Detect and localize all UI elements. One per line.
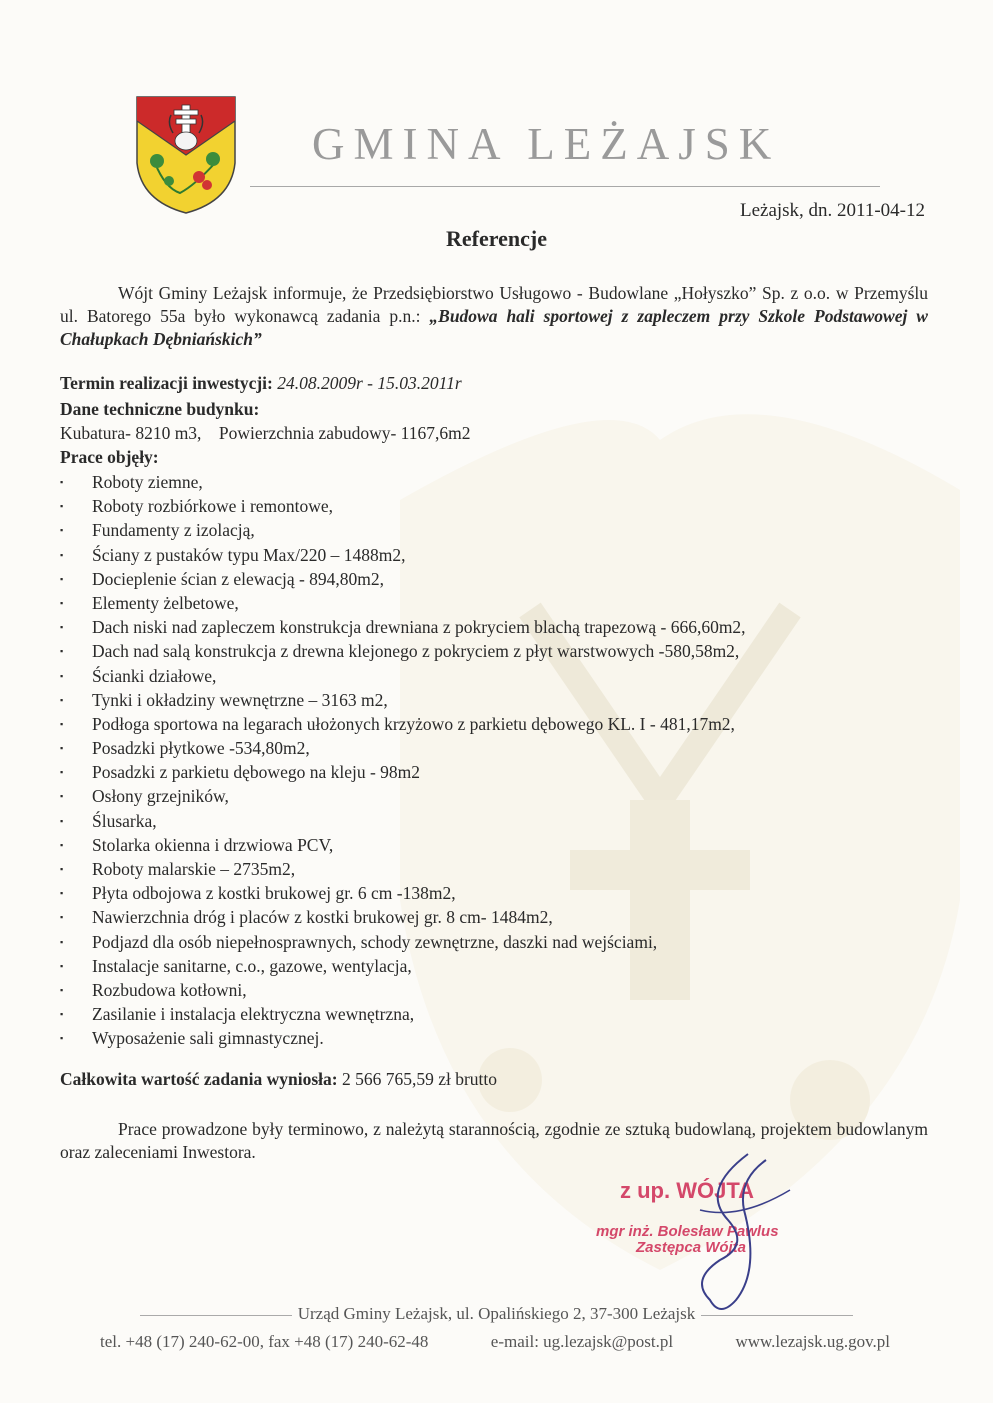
list-item: ▪ Rozbudowa kotłowni,	[60, 978, 930, 1002]
footer-address-line	[0, 1304, 993, 1324]
tech-label: Dane techniczne budynku:	[60, 399, 260, 419]
gmina-crest-icon	[135, 93, 237, 215]
stamp-title: z up. WÓJTA	[620, 1178, 755, 1203]
list-item: ▪ Fundamenty z izolacją,	[60, 518, 930, 542]
list-item: ▪ Nawierzchnia dróg i placów z kostki brukowej gr. 8 cm- 1484m2,	[60, 905, 930, 929]
list-item: ▪ Docieplenie ścian z elewacją - 894,80m2,	[60, 567, 930, 591]
intro-text: Wójt Gminy Leżajsk informuje, że Przedsiębiorstwo Usługowo - Budowlane „Hołyszko” Sp. z o.o. w Przemyślu ul. Batorego 55a było wykonawcą zadania p.n.:	[60, 283, 928, 326]
footer-divider-left	[140, 1315, 292, 1316]
list-item: ▪ Roboty ziemne,	[60, 470, 930, 494]
project-name: „Budowa hali sportowej z zapleczem przy Szkole Podstawowej w Chałupkach Dębniańskich”	[60, 306, 928, 349]
tech-values: Kubatura- 8210 m3, Powierzchnia zabudowy- 1167,6m2	[60, 423, 471, 443]
list-item: ▪ Stolarka okienna i drzwiowa PCV,	[60, 833, 930, 857]
total-amount: 2 566 765,59 zł brutto	[337, 1069, 498, 1089]
works-label: Prace objęły:	[60, 447, 159, 467]
total-label: Całkowita wartość zadania wyniosła:	[60, 1069, 338, 1089]
list-item: ▪ Dach nad salą konstrukcja z drewna klejonego z pokryciem z płyt warstwowych -580,58m2,	[60, 639, 930, 663]
list-item: ▪ Instalacje sanitarne, c.o., gazowe, wentylacja,	[60, 954, 930, 978]
list-item: ▪ Podłoga sportowa na legarach ułożonych krzyżowo z parkietu dębowego KL. I - 481,17m2,	[60, 712, 930, 736]
list-item: ▪ Elementy żelbetowe,	[60, 591, 930, 615]
list-item: ▪ Osłony grzejników,	[60, 784, 930, 808]
works-list	[60, 470, 930, 1051]
document-date: Leżajsk, dn. 2011-04-12	[739, 200, 925, 221]
list-item: ▪ Posadzki płytkowe -534,80m2,	[60, 736, 930, 760]
document-title: Referencje	[446, 226, 547, 251]
footer-phone: tel. +48 (17) 240-62-00, fax +48 (17) 240-62-48	[100, 1332, 429, 1351]
stamp-name: mgr inż. Bolesław Pawlus	[596, 1223, 779, 1240]
term-label: Termin realizacji inwestycji:	[60, 373, 273, 393]
term-value: 24.08.2009r - 15.03.2011r	[272, 373, 462, 393]
list-item: ▪ Wyposażenie sali gimnastycznej.	[60, 1026, 930, 1050]
footer-email[interactable]: e-mail: ug.lezajsk@post.pl	[490, 1332, 674, 1351]
intro-paragraph	[60, 282, 928, 351]
stamp-position: Zastępca Wójta	[636, 1239, 747, 1256]
closing-paragraph: Prace prowadzone były terminowo, z należytą starannością, zgodnie ze sztuką budowlaną, projektem budowlanym oraz zaleceniami Inwestora.	[60, 1119, 928, 1162]
footer-website[interactable]: www.lezajsk.ug.gov.pl	[735, 1332, 890, 1351]
list-item: ▪ Dach niski nad zapleczem konstrukcja drewniana z pokryciem blachą trapezową - 666,60m2,	[60, 615, 930, 639]
list-item: ▪ Ścianki działowe,	[60, 664, 930, 688]
list-item: ▪ Zasilanie i instalacja elektryczna wewnętrzna,	[60, 1002, 930, 1026]
list-item: ▪ Posadzki z parkietu dębowego na kleju - 98m2	[60, 760, 930, 784]
list-item: ▪ Płyta odbojowa z kostki brukowej gr. 6 cm -138m2,	[60, 881, 930, 905]
signature-icon	[640, 1150, 800, 1320]
list-item: ▪ Podjazd dla osób niepełnosprawnych, schody zewnętrzne, daszki nad wejściami,	[60, 930, 930, 954]
footer-contact	[100, 1332, 890, 1352]
list-item: ▪ Ślusarka,	[60, 809, 930, 833]
list-item: ▪ Ściany z pustaków typu Max/220 – 1488m2,	[60, 543, 930, 567]
footer-address: Urząd Gminy Leżajsk, ul. Opalińskiego 2, 37-300 Leżajsk	[297, 1304, 696, 1323]
list-item: ▪ Roboty rozbiórkowe i remontowe,	[60, 494, 930, 518]
header-divider	[250, 186, 880, 187]
header-title: GMINA LEŻAJSK	[312, 119, 781, 169]
footer-divider-right	[701, 1315, 853, 1316]
list-item: ▪ Roboty malarskie – 2735m2,	[60, 857, 930, 881]
term-line	[60, 372, 930, 394]
total-value-line	[60, 1069, 497, 1090]
list-item: ▪ Tynki i okładziny wewnętrzne – 3163 m2,	[60, 688, 930, 712]
